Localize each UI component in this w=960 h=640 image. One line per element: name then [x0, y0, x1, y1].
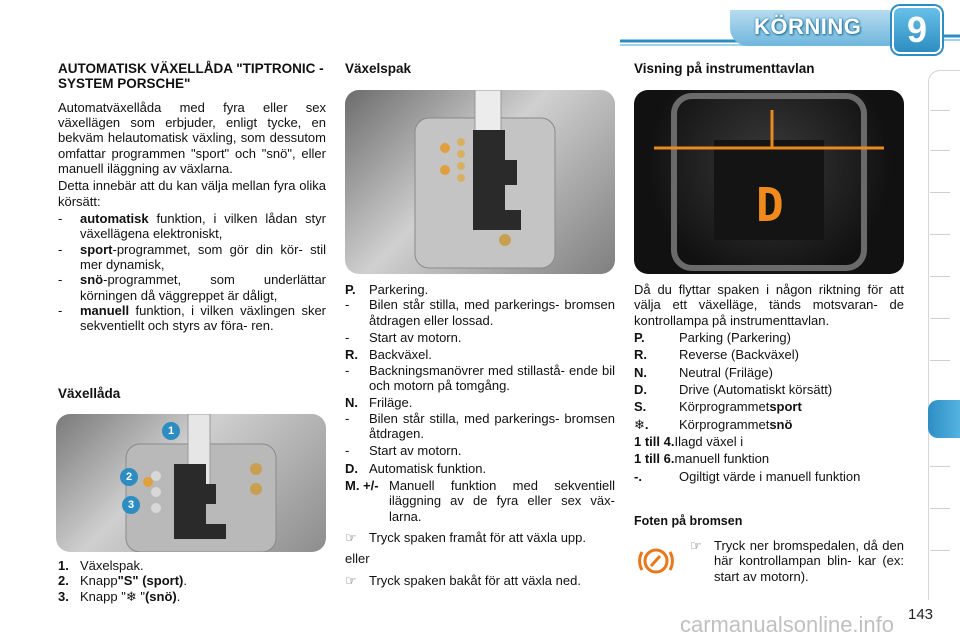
display-row: 1 till 6. manuell funktion: [634, 451, 770, 467]
display-row: P. Parking (Parkering): [634, 329, 791, 345]
list-item: - snö-programmet, som underlättar körningen då väggreppet är dåligt,: [58, 272, 326, 303]
tab-divider: [930, 234, 950, 235]
entry: - Backningsmanövrer med stillastå- ende bil och motorn på tomgång.: [345, 362, 615, 393]
gear-lever-entries: [345, 282, 615, 588]
gear-lever-illustration: [345, 90, 615, 274]
callout-1: 1: [162, 422, 180, 440]
list-item: - sport-programmet, som gör din kör- stil mer dynamisk,: [58, 241, 326, 272]
column-1: [58, 62, 326, 334]
tip-shift-up: ☞ Tryck spaken framåt för att växla upp.: [345, 529, 586, 545]
intro-paragraph: Automatväxellåda med fyra eller sex växellägen som erbjuder, enligt tycke, en bekväm helautomatisk växling, som dessutom omfattar programmen "sport" och "snö", eller manuell iläggning av växlarna.: [58, 99, 326, 176]
brake-foot-warning-icon: [636, 546, 676, 576]
watermark: carmanualsonline.info: [680, 612, 895, 637]
entry: - Start av motorn.: [345, 329, 462, 345]
section-title-gear-lever: Växelspak: [345, 61, 412, 76]
tab-divider: [930, 318, 950, 319]
tab-divider: [930, 466, 950, 467]
display-gear-letter: D: [756, 178, 784, 232]
mode-list: [58, 211, 326, 334]
list-item: - automatisk funktion, i vilken lådan styr växellägena elektroniskt,: [58, 210, 326, 242]
entry: - Bilen står stilla, med parkerings- bromsen åtdragen eller lossad.: [345, 297, 615, 328]
tab-divider: [930, 550, 950, 551]
section-title-gearbox: Växellåda: [58, 386, 121, 401]
list-item: - manuell funktion, i vilken växlingen sker sekventiellt och styrs av föra- ren.: [58, 302, 326, 334]
entry: M. +/- Manuell funktion med sekventiell iläggning av de fyra eller sex väx- larna.: [345, 477, 615, 524]
tab-divider: [930, 150, 950, 151]
display-row: D. Drive (Automatiskt körsätt): [634, 381, 833, 397]
page-number: 143: [908, 606, 934, 623]
tab-divider: [930, 508, 950, 509]
legend-item: 1. Växelspak.: [58, 558, 144, 573]
section-title-tiptronic: AUTOMATISK VÄXELLÅDA "TIPTRONIC - SYSTEM PORSCHE": [58, 61, 324, 91]
callout-3: 3: [122, 496, 140, 514]
section-title-display: Visning på instrumenttavlan: [634, 61, 815, 76]
tip-shift-down: ☞ Tryck spaken bakåt för att växla ned.: [345, 572, 581, 588]
callout-2: 2: [120, 468, 138, 486]
legend-item: 2. Knapp "S" (sport) .: [58, 573, 187, 589]
hand-pointer-icon: ☞: [690, 538, 702, 553]
display-row: S. Körprogrammet sport: [634, 399, 802, 415]
hand-pointer-icon: ☞: [345, 529, 357, 545]
gearbox-photo: [56, 414, 326, 552]
legend-item: 3. Knapp "❄ " (snö) .: [58, 588, 181, 604]
entry: D. Automatisk funktion.: [345, 460, 487, 476]
brake-tip: [690, 538, 904, 584]
display-row: ❄. Körprogrammet snö: [634, 416, 793, 432]
entry: P. Parkering.: [345, 282, 429, 297]
entry: R. Backväxel.: [345, 347, 432, 363]
tab-divider: [930, 360, 950, 361]
display-row: R. Reverse (Backväxel): [634, 347, 799, 363]
gearbox-legend: [58, 558, 326, 604]
brake-tip-row: ☞ Tryck ner bromspedalen, då den här kontrollampan blin- kar (ex: start av motorn).: [690, 538, 904, 584]
entry: - Bilen står stilla, med parkerings- bromsen åtdragen.: [345, 410, 615, 441]
entry: N. Friläge.: [345, 395, 413, 411]
active-chapter-tab[interactable]: [928, 400, 960, 438]
display-row: -. Ogiltigt värde i manuell funktion: [634, 468, 861, 484]
display-intro: Då du flyttar spaken i någon riktning för att välja ett växelläge, tänds motsvaran- de kontrollampa på instrumenttavlan.: [634, 282, 904, 328]
display-row: N. Neutral (Friläge): [634, 364, 773, 380]
entry: - Start av motorn.: [345, 443, 462, 459]
gearbox-illustration: [56, 414, 326, 552]
or-text: eller: [345, 551, 370, 567]
tab-divider: [930, 110, 950, 111]
instrument-display-photo: [634, 90, 904, 274]
chapter-number-badge: 9: [892, 6, 942, 54]
display-legend: [634, 282, 904, 484]
intro-paragraph-2: Detta innebär att du kan välja mellan fyra olika körsätt:: [58, 178, 326, 209]
tab-divider: [930, 192, 950, 193]
gear-lever-photo: [345, 90, 615, 274]
hand-pointer-icon: ☞: [345, 572, 357, 588]
chapter-title: KÖRNING: [754, 14, 862, 39]
section-title-brake: Foten på bromsen: [634, 514, 743, 528]
display-row: 1 till 4. Ilagd växel i: [634, 433, 744, 449]
tab-divider: [930, 276, 950, 277]
